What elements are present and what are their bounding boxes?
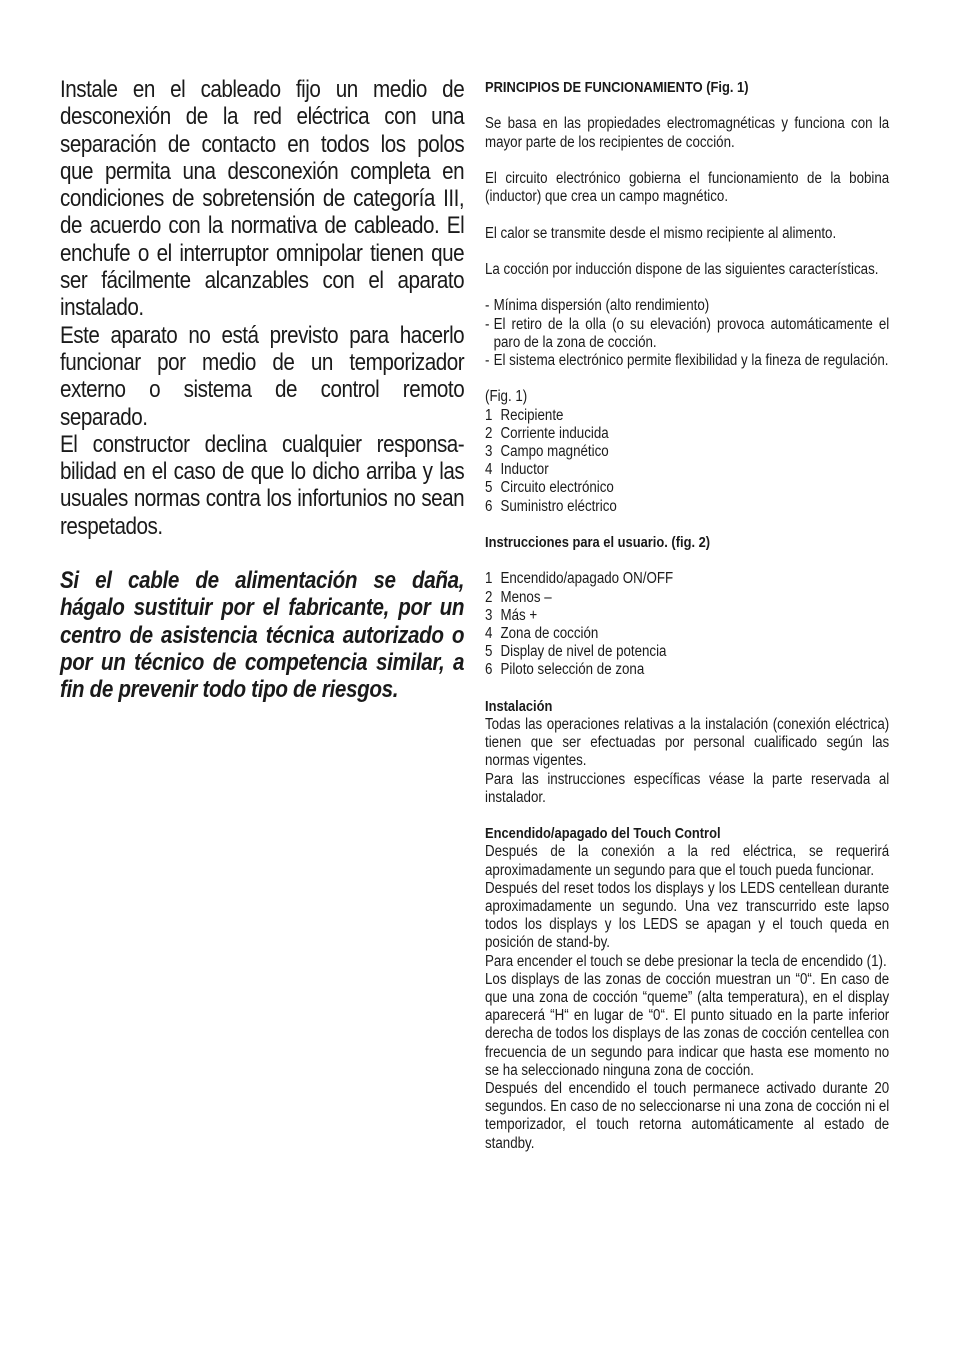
usuario-heading: Instrucciones para el usuario. (fig. 2) xyxy=(485,533,711,551)
fig2-item: 5 Display de nivel de potencia xyxy=(485,643,667,661)
principios-p4: La cocción por inducción dispone de las siguientes características. xyxy=(485,260,879,278)
cable-warning: Si el cable de alimentación se daña, hágalo sustituir por el fabricante, por un centro de asistencia técnica autorizado o por un técnico de competencia similar, a fin de prevenir todo tipo de riesgos. xyxy=(60,567,465,704)
fig1-item: 1 Recipiente xyxy=(485,406,564,424)
fig1-item: 4 Inductor xyxy=(485,461,549,479)
fig1-item: 3 Campo magnético xyxy=(485,442,609,460)
encendido-p2: Después del reset todos los displays y los LEDS centellean durante aproximadamente un segundo. Una vez transcurrido este lapso todos los displays y los LEDS se apagan y el touch queda en posición de stand-by. xyxy=(485,879,890,952)
instalacion-p2: Para las instrucciones específicas véase la parte reservada al instalador. xyxy=(485,770,890,806)
instalacion-p1: Todas las operaciones relativas a la instalación (conexión eléctrica) tienen que ser efectuadas por personal cualificado según las normas vigentes. xyxy=(485,715,890,770)
fig1-item: 6 Suministro eléctrico xyxy=(485,497,617,515)
principios-heading: PRINCIPIOS DE FUNCIONAMIENTO (Fig. 1) xyxy=(485,79,749,96)
encendido-p4: Los displays de las zonas de cocción muestran un “0“. En caso de que una zona de cocción “queme” (alta temperatura), en el display aparecerá “H“ en lugar de “0“. El punto situado en la parte inferior derecha de todos los displays de las zonas de cocción centellea con frecuencia de un segundo para indicar que hasta ese momento no se ha seleccionado ninguna zona de cocción. xyxy=(485,970,890,1079)
principios-p1: Se basa en las propiedades electromagnéticas y funciona con la mayor parte de los recipientes de cocción. xyxy=(485,115,890,151)
right-column xyxy=(485,79,889,1153)
encendido-p5: Después del encendido el touch permanece activado durante 20 segundos. En caso de no seleccionarse ni una zona de cocción ni el temporizador, el touch retorna automáticamente al estado de standby. xyxy=(485,1080,890,1152)
fig1-label: (Fig. 1) xyxy=(485,388,528,406)
fig2-item: 3 Más + xyxy=(485,606,538,624)
fig2-item: 6 Piloto selección de zona xyxy=(485,661,645,679)
wiring-paragraph: Instale en el cableado fijo un medio de desconexión de la red eléctrica con una separación de contacto en todos los polos que permita una desconexión completa en condiciones de sobretensión de categoría III, de acuerdo con la normativa de cableado. El enchufe o el interruptor omnipolar tienen que ser fácilmente alcanzables con el aparato instalado. xyxy=(60,76,465,322)
fig2-item: 4 Zona de cocción xyxy=(485,624,599,642)
timer-paragraph: Este aparato no está previsto para hacerlo funcionar por medio de un temporizador externo o sistema de control remoto separado. xyxy=(60,321,465,431)
liability-paragraph: El constructor declina cualquier responsa-bilidad en el caso de que lo dicho arriba y las usuales normas contra los infortunios no sean respetados. xyxy=(60,430,465,540)
encendido-p1: Después de la conexión a la red eléctrica, se requerirá aproximadamente un segundo para que el touch pueda funcionar. xyxy=(485,843,890,879)
encendido-p3: Para encender el touch se debe presionar la tecla de encendido (1). xyxy=(485,952,887,970)
instalacion-heading: Instalación xyxy=(485,697,553,715)
left-column xyxy=(60,76,464,704)
encendido-heading: Encendido/apagado del Touch Control xyxy=(485,825,721,843)
fig2-item: 1 Encendido/apagado ON/OFF xyxy=(485,570,674,588)
principios-p3: El calor se transmite desde el mismo recipiente al alimento. xyxy=(485,224,837,242)
fig1-item: 2 Corriente inducida xyxy=(485,424,609,442)
fig1-item: 5 Circuito electrónico xyxy=(485,479,614,497)
fig2-item: 2 Menos – xyxy=(485,588,552,606)
principios-p2: El circuito electrónico gobierna el funcionamiento de la bobina (inductor) que crea un campo magnético. xyxy=(485,169,890,206)
feature-item: - Mínima dispersión (alto rendimiento) xyxy=(485,297,710,315)
feature-item: - El retiro de la olla (o su elevación) provoca automáticamente el paro de la zona de cocción. xyxy=(485,315,890,351)
feature-item: - El sistema electrónico permite flexibilidad y la fineza de regulación. xyxy=(485,351,889,369)
